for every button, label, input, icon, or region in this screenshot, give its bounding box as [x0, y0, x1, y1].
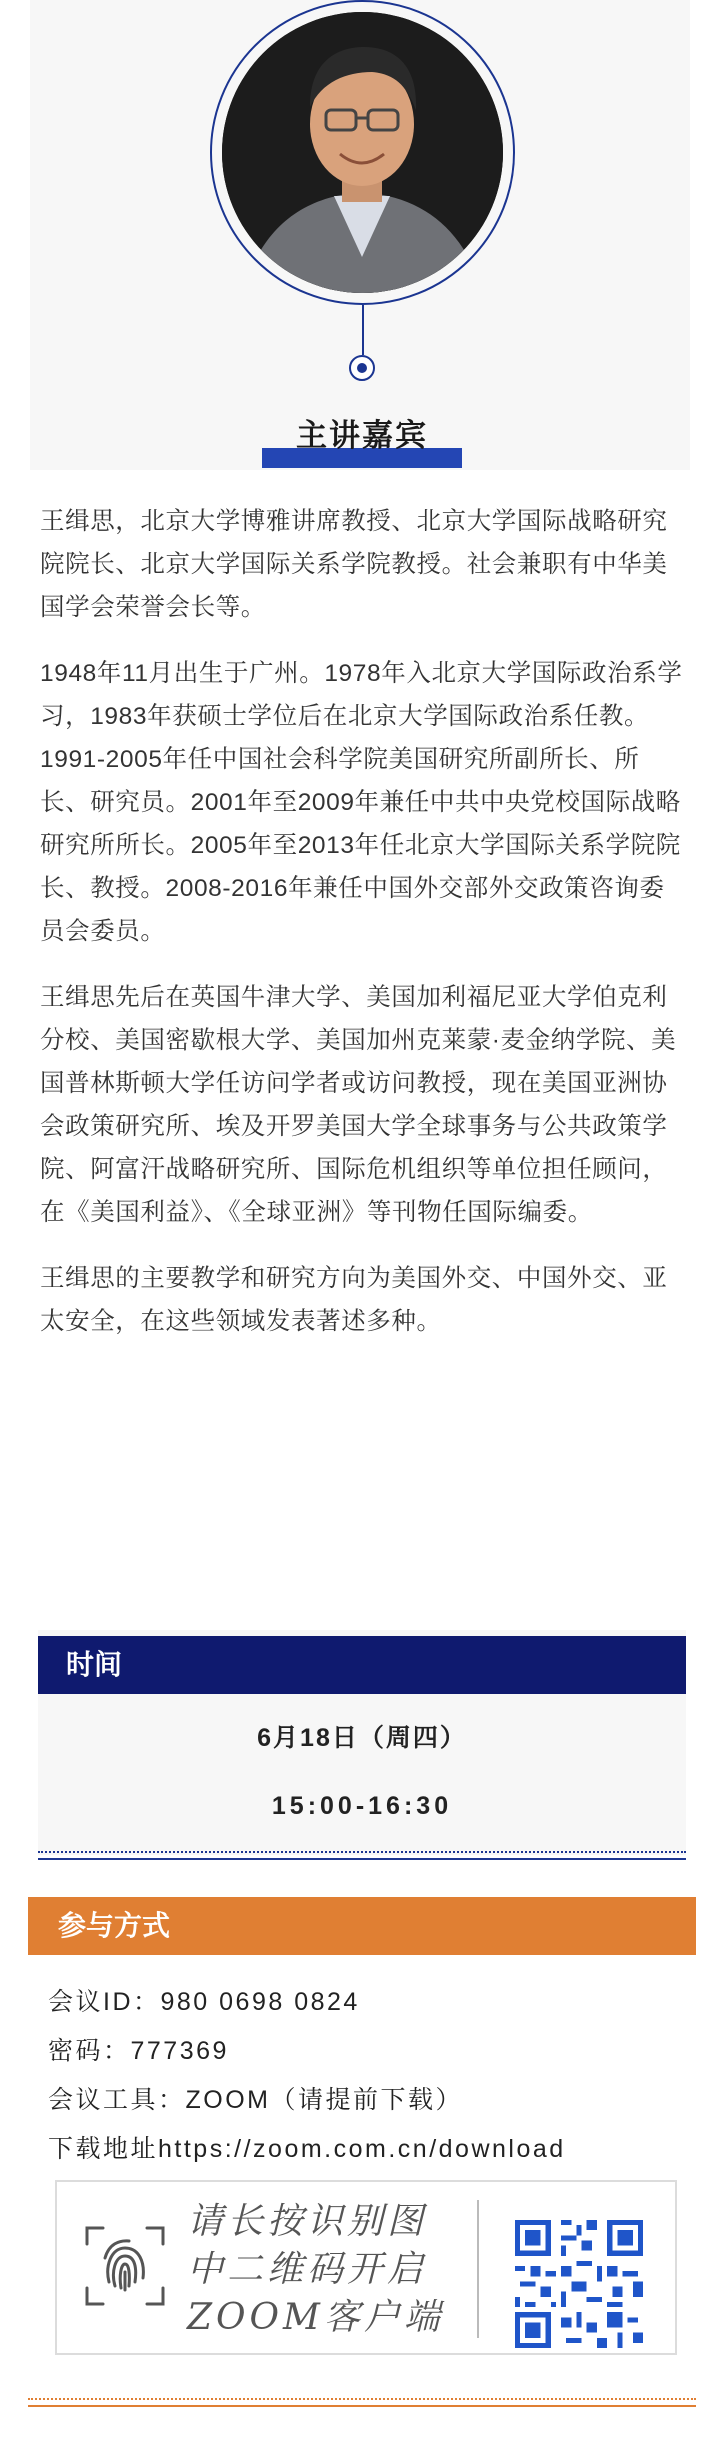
- qr-divider: [477, 2200, 479, 2338]
- speaker-avatar: [222, 12, 503, 293]
- fingerprint-icon: [83, 2224, 167, 2308]
- bio-paragraph: 王缉思的主要教学和研究方向为美国外交、中国外交、亚太安全，在这些领域发表著述多种。: [40, 1265, 668, 1335]
- join-info: [48, 1978, 688, 2174]
- qr-instruction: [187, 2198, 517, 2342]
- footer-divider-solid: [28, 2405, 696, 2407]
- join-header-label: 参与方式: [58, 1910, 171, 1941]
- time-divider-dotted: [38, 1851, 686, 1853]
- bio-paragraph: 王缉思先后在英国牛津大学、美国加利福尼亚大学伯克利分校、美国密歇根大学、美国加州克莱蒙·麦金纳学院、美国普林斯顿大学任访问学者或访问教授，现在美国亚洲协会政策研究所、埃及开罗美国大学全球事务与公共政策学院、阿富汗战略研究所、国际危机组织等单位担任顾问，在《美国利益》、《全球亚洲》等刊物任国际编委。: [40, 984, 677, 1226]
- connector-line: [362, 305, 364, 355]
- connector-pin: [349, 355, 375, 381]
- qr-box: [55, 2180, 677, 2355]
- speaker-bio: [40, 500, 688, 1366]
- time-header-bar: [38, 1636, 686, 1694]
- time-header-label: 时间: [66, 1649, 123, 1680]
- bio-paragraph: 王缉思，北京大学博雅讲席教授、北京大学国际战略研究院院长、北京大学国际关系学院教授。社会兼职有中华美国学会荣誉会长等。: [40, 508, 668, 621]
- speaker-photo-icon: [222, 12, 503, 293]
- meeting-password: 密码：777369: [48, 2037, 229, 2065]
- bio-paragraph: 1948年11月出生于广州。1978年入北京大学国际政治系学习，1983年获硕士学位后在北京大学国际政治系任教。1991-2005年任中国社会科学院美国研究所副所长、所长、研究员。2001年至2009年兼任中共中央党校国际战略研究所所长。2005年至2013年任北京大学国际关系学院院长、教授。2008-2016年兼任中国外交部外交政策咨询委员会委员。: [40, 660, 683, 945]
- meeting-id: 会议ID：980 0698 0824: [48, 1988, 360, 2016]
- qr-line: 中二维码开启: [187, 2249, 428, 2290]
- qr-line: ZOOM客户端: [187, 2297, 444, 2338]
- speaker-section-label: 主讲嘉宾: [296, 418, 428, 453]
- download-link[interactable]: 下载地址https://zoom.com.cn/download: [48, 2135, 566, 2163]
- qr-line: 请长按识别图: [187, 2201, 428, 2242]
- event-date: 6月18日（周四）: [257, 1724, 467, 1752]
- meeting-tool: 会议工具：ZOOM（请提前下载）: [48, 2086, 463, 2114]
- qr-code-icon[interactable]: [515, 2220, 643, 2348]
- footer-divider-dotted: [28, 2398, 696, 2400]
- time-divider-solid: [38, 1858, 686, 1860]
- event-time-range: 15:00-16:30: [271, 1792, 453, 1820]
- join-header-bar: [28, 1897, 696, 1955]
